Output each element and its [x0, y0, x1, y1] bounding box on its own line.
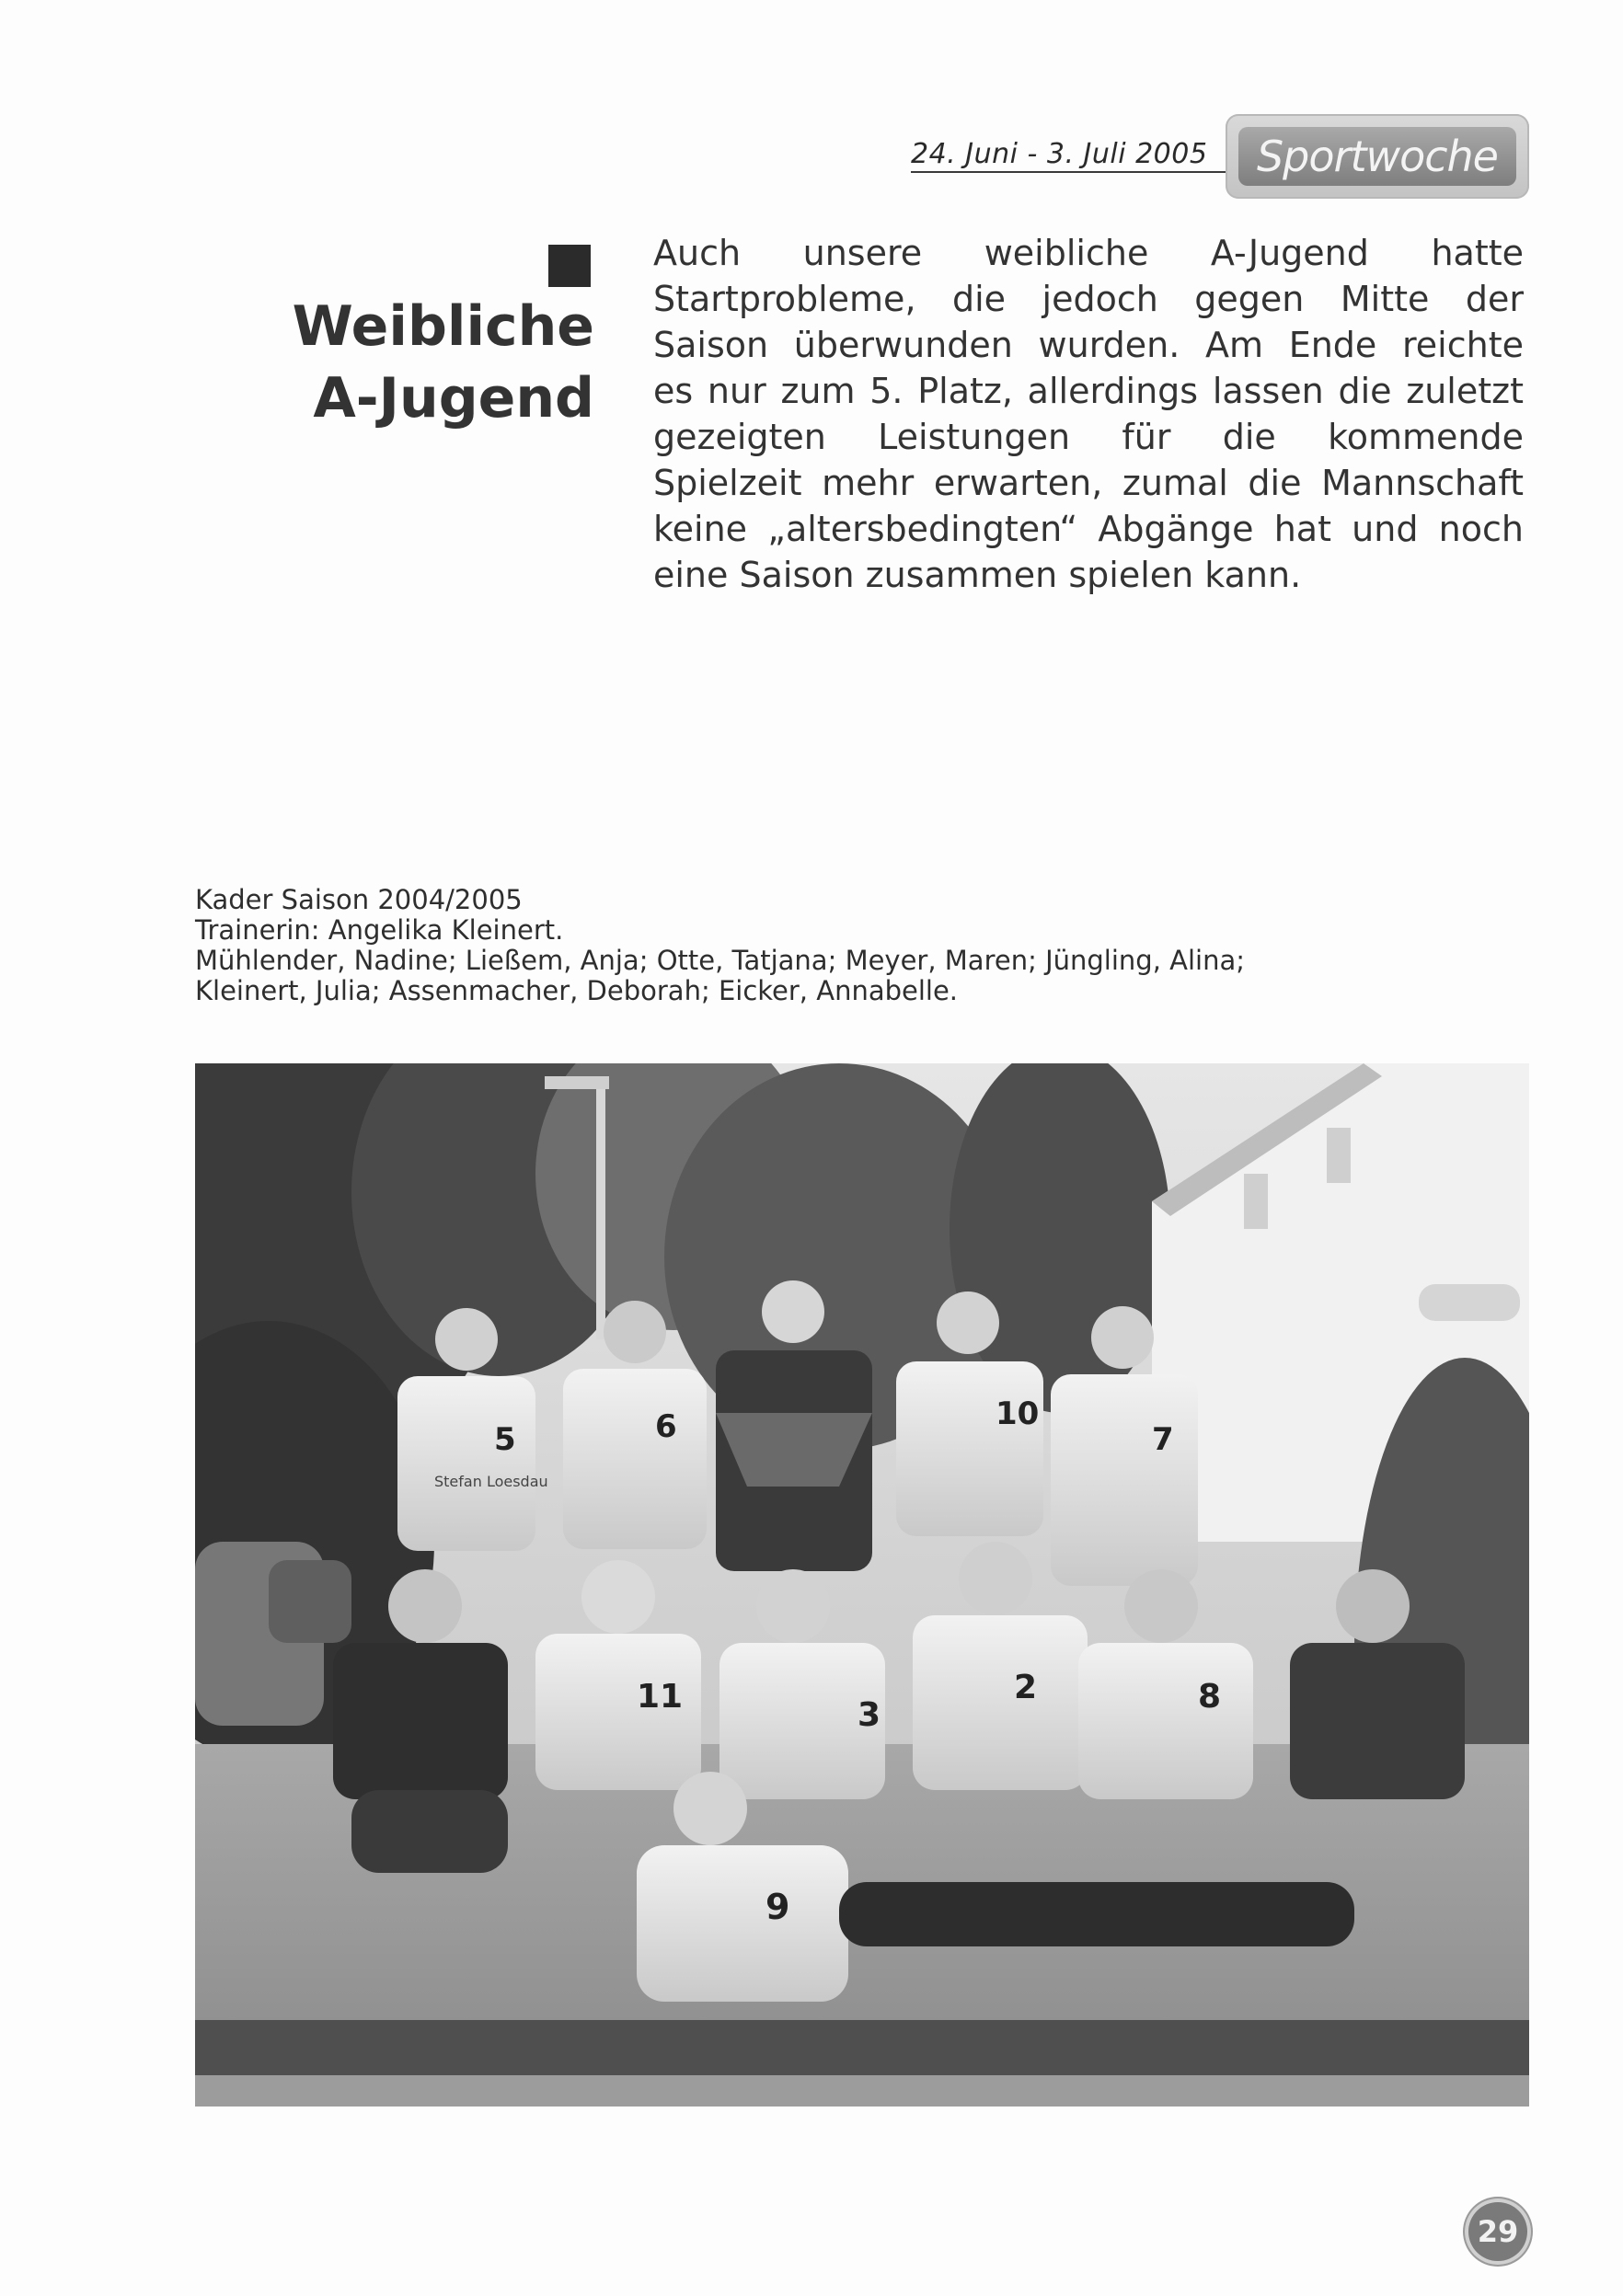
sponsor-label: Stefan Loesdau [434, 1473, 548, 1490]
intro-line: gezeigten Leistungen für die kommende [653, 417, 1524, 457]
intro-line: es nur zum 5. Platz, allerdings lassen die zuletzt [653, 371, 1524, 411]
intro-paragraph [653, 230, 1524, 598]
intro-line: Saison überwunden wurden. Am Ende reichte [653, 325, 1524, 365]
intro-line: Startprobleme, die jedoch gegen Mitte der [653, 279, 1524, 319]
page-number: 29 [1477, 2214, 1519, 2249]
jersey-number: 9 [765, 1887, 790, 1927]
squad-season: Kader Saison 2004/2005 [195, 884, 523, 915]
intro-line: eine Saison zusammen spielen kann. [653, 555, 1302, 595]
jersey-number: 11 [637, 1678, 684, 1716]
squad-players-line2: Kleinert, Julia; Assenmacher, Deborah; Eicker, Annabelle. [195, 975, 959, 1006]
jersey-number: 10 [996, 1395, 1040, 1432]
team-photo [195, 1063, 1529, 2107]
jersey-number: 6 [655, 1408, 677, 1445]
squad-players-line1: Mühlender, Nadine; Ließem, Anja; Otte, Tatjana; Meyer, Maren; Jüngling, Alina; [195, 945, 1246, 976]
section-marker-square [548, 245, 591, 287]
section-title-line2: A-Jugend [313, 366, 594, 430]
sportwoche-badge-inner [1238, 127, 1516, 186]
section-title [202, 291, 594, 434]
section-title-line1: Weibliche [292, 294, 594, 359]
squad-coach: Trainerin: Angelika Kleinert. [195, 914, 564, 946]
jersey-number: 5 [494, 1421, 516, 1458]
header-underline [911, 171, 1228, 173]
squad-caption [195, 885, 1529, 1006]
header-date-range: 24. Juni - 3. Juli 2005 [911, 138, 1208, 170]
sportwoche-badge [1226, 114, 1529, 199]
team-photo-illustration [195, 1063, 1529, 2107]
jersey-number: 8 [1198, 1678, 1222, 1716]
jersey-number: 7 [1152, 1421, 1174, 1458]
page-number-badge [1465, 2198, 1531, 2265]
sportwoche-badge-label: Sportwoche [1256, 132, 1498, 181]
jersey-number: 2 [1014, 1669, 1038, 1706]
jersey-number: 3 [858, 1696, 881, 1734]
intro-line: Auch unsere weibliche A-Jugend hatte [653, 233, 1524, 273]
intro-line: keine „altersbedingten“ Abgänge hat und noch [653, 509, 1524, 549]
intro-line: Spielzeit mehr erwarten, zumal die Mannschaft [653, 463, 1524, 503]
